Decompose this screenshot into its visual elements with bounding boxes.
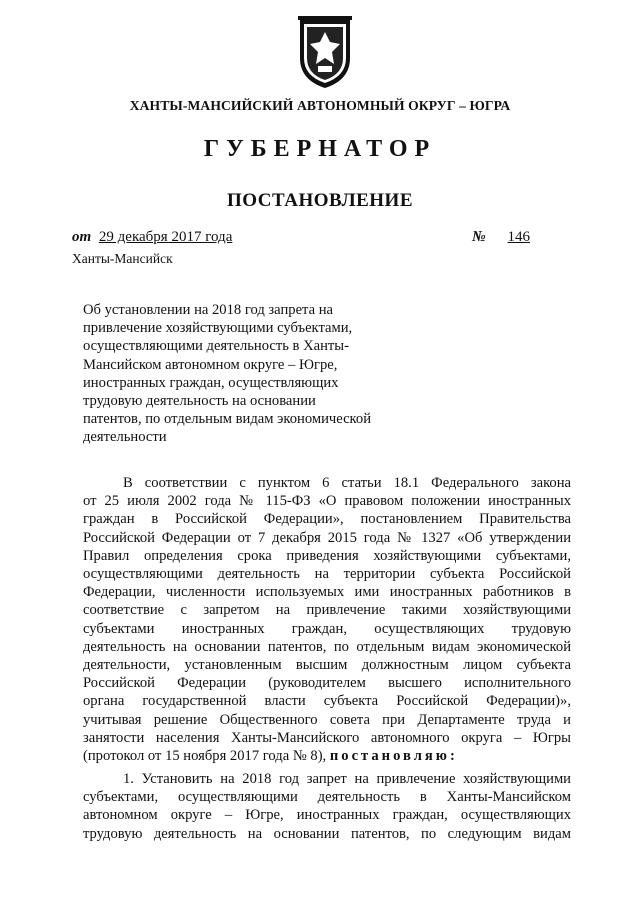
date-prefix: от [72, 229, 92, 245]
subject-line: Мансийском автономном округе – Югре, [83, 356, 338, 373]
body-line: Федерации, численности используемых ими иностранных работников в [83, 584, 571, 601]
number-prefix: № [472, 229, 486, 245]
body-line: органа государственной власти субъекта Российской Федерации)», [83, 693, 571, 710]
region-name: ХАНТЫ-МАНСИЙСКИЙ АВТОНОМНЫЙ ОКРУГ – ЮГРА [129, 98, 511, 113]
body-line: субъектами иностранных граждан, осуществляющих трудовую [83, 620, 571, 637]
subject-line: привлечение хозяйствующими субъектами, [83, 320, 353, 337]
subject-line: Об установлении на 2018 год запрета на [83, 302, 334, 318]
subject-line: деятельности [83, 429, 167, 446]
date-value: 29 декабря 2017 года [98, 229, 233, 245]
body-line: трудовую деятельность на основании патентов, по следующим видам [83, 825, 571, 842]
body-line: осуществляющими деятельность на территории субъекта Российской [83, 566, 571, 583]
body-line: В соответствии с пунктом 6 статьи 18.1 Федерального закона [123, 475, 571, 491]
document-date [72, 229, 250, 246]
body-line: соответствие с запретом на привлечение такими хозяйствующими [83, 602, 571, 619]
protocol-reference: (протокол от 15 ноября 2017 года № 8), [83, 748, 327, 765]
city: Ханты-Мансийск [72, 251, 173, 266]
document-subject [83, 301, 403, 447]
body-line: деятельность на основании патентов, по отдельным видам экономической [83, 638, 571, 655]
body-line: 1. Установить на 2018 год запрет на привлечение хозяйствующими [123, 771, 571, 787]
preamble-paragraph [83, 474, 571, 765]
body-line: от 25 июля 2002 года № 115-ФЗ «О правовом положении иностранных [83, 493, 571, 510]
resolve-word: постановляю: [329, 748, 458, 765]
coat-of-arms-emblem [294, 14, 356, 90]
body-line: занятости населения Ханты-Мансийского автономного округа – Югры [83, 729, 571, 746]
subject-line: патентов, по отдельным видам экономической [83, 411, 372, 428]
body-line: Российской Федерации от 7 декабря 2015 года № 1327 «Об утверждении [83, 529, 571, 546]
subject-line: осуществляющими деятельность в Ханты- [83, 338, 349, 355]
document-type: ПОСТАНОВЛЕНИЕ [226, 190, 414, 211]
item-1-paragraph [83, 770, 571, 843]
body-line: автономном округе – Югре, иностранных граждан, осуществляющих [83, 807, 571, 824]
body-line: граждан в Российской Федерации», постановлением Правительства [83, 511, 571, 528]
body-line [83, 747, 571, 765]
office-title: ГУБЕРНАТОР [203, 136, 437, 162]
subject-line: иностранных граждан, осуществляющих [83, 374, 339, 391]
number-value: 146 [507, 229, 530, 245]
body-line: деятельности, установленным высшим должностным лицом субъекта [83, 657, 571, 674]
body-line: Правил определения срока приведения хозяйствующими субъектами, [83, 547, 571, 564]
body-line: Российской Федерации (руководителем высшего исполнительного [83, 675, 571, 692]
body-line: учитывая решение Общественного совета при Департаменте труда и [83, 711, 571, 728]
document-number [472, 229, 544, 246]
body-line: субъектами, осуществляющими деятельность в Ханты-Мансийском [83, 789, 571, 806]
subject-line: трудовую деятельность на основании [83, 393, 316, 410]
